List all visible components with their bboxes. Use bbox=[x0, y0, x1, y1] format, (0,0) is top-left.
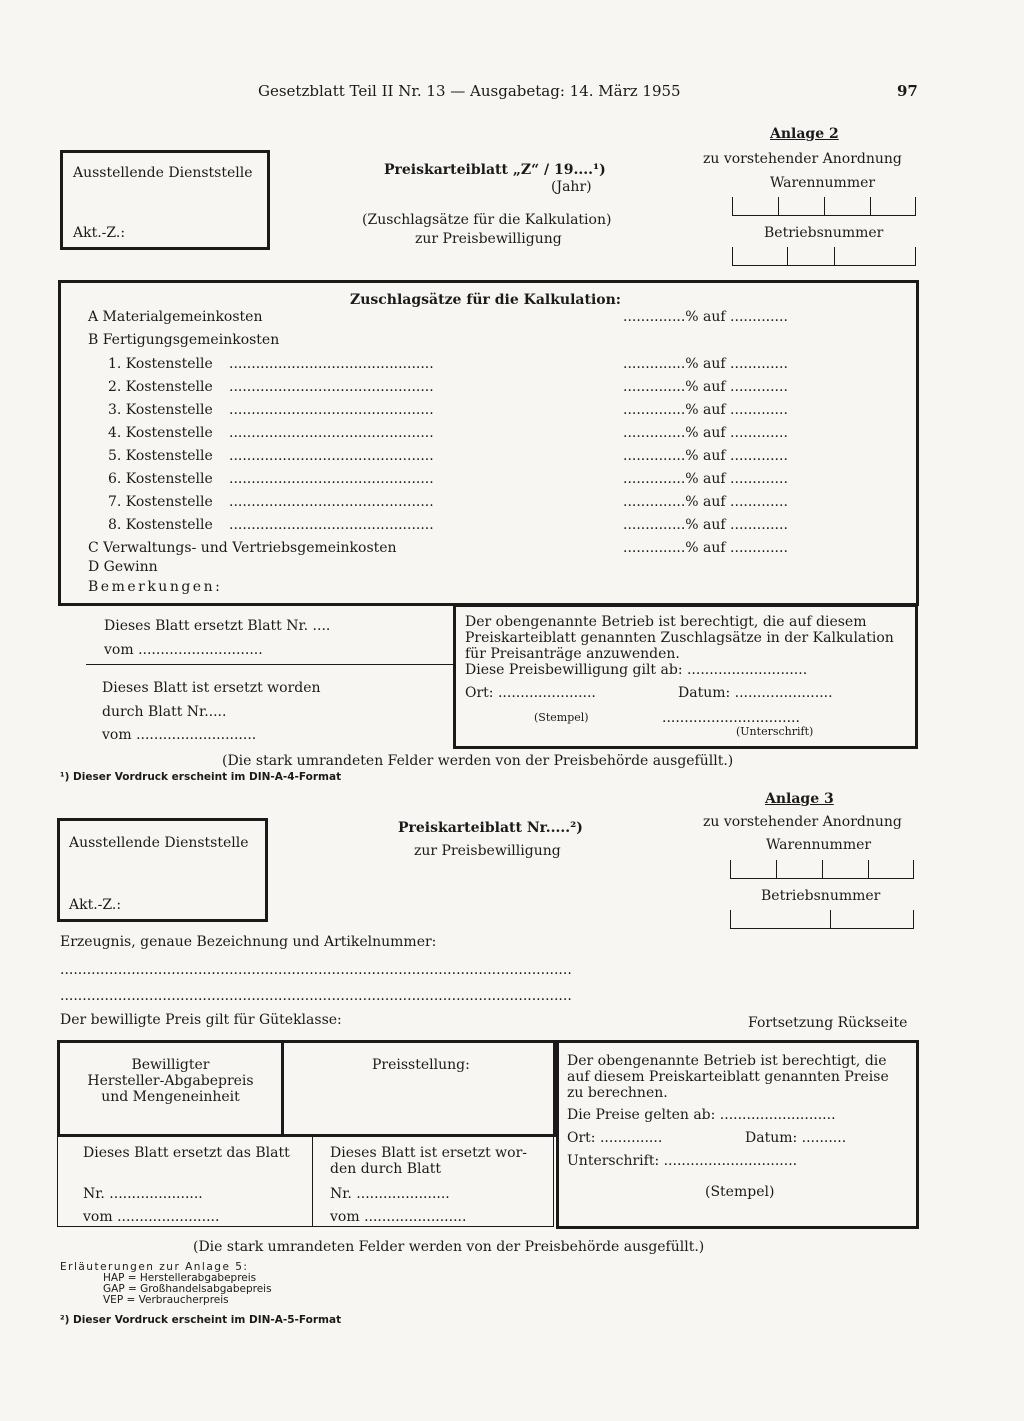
product-description-label: Erzeugnis, genaue Bezeichnung und Artikelnummer: bbox=[60, 934, 437, 950]
explanations-title: Erläuterungen zur Anlage 5: bbox=[60, 1261, 249, 1273]
replaced-by-number-3: Nr. ..................... bbox=[330, 1186, 450, 1202]
prices-valid-from: Die Preise gelten ab: .......................... bbox=[567, 1107, 836, 1123]
surcharge-row-dots: .............................................. bbox=[229, 379, 434, 395]
annex-label: Anlage 2 bbox=[770, 126, 839, 142]
replaced-by-3-2: den durch Blatt bbox=[330, 1161, 442, 1177]
remarks-label: Bemerkungen: bbox=[88, 579, 223, 595]
replaces-number-3: Nr. ..................... bbox=[83, 1186, 203, 1202]
goods-number-label: Warennummer bbox=[770, 175, 876, 191]
surcharge-row-rate: ..............% auf ............. bbox=[623, 494, 788, 510]
replaced-by-date: vom ........................... bbox=[102, 727, 257, 743]
surcharge-row-label: D Gewinn bbox=[88, 559, 158, 575]
replaced-by-text-1: Dieses Blatt ist ersetzt worden bbox=[102, 680, 321, 696]
goods-number-cells bbox=[732, 197, 916, 216]
annex-3-label: Anlage 3 bbox=[765, 791, 834, 807]
surcharge-row-dots: .............................................. bbox=[229, 402, 434, 418]
surcharge-row-rate: ..............% auf ............. bbox=[623, 402, 788, 418]
annex-ref: zu vorstehender Anordnung bbox=[703, 151, 902, 167]
form-subtitle-2: zur Preisbewilligung bbox=[415, 231, 562, 247]
surcharge-row-label: C Verwaltungs- und Vertriebsgemeinkosten bbox=[88, 540, 397, 556]
surcharge-row-rate: ..............% auf ............. bbox=[623, 471, 788, 487]
company-number-cells bbox=[732, 247, 916, 266]
surcharge-table-title: Zuschlagsätze für die Kalkulation: bbox=[350, 292, 621, 308]
replacement-rule bbox=[86, 664, 454, 665]
authorization-text-2: Preiskarteiblatt genannten Zuschlagsätze in der Kalkulation bbox=[465, 630, 894, 646]
authorization-3-text-1: Der obengenannte Betrieb ist berechtigt, die bbox=[567, 1053, 887, 1069]
explanation-vep: VEP = Verbraucherpreis bbox=[103, 1294, 229, 1306]
running-header: Gesetzblatt Teil II Nr. 13 — Ausgabetag: 14. März 1955 bbox=[258, 82, 681, 100]
surcharge-row-rate: ..............% auf ............. bbox=[623, 448, 788, 464]
authority-note-3: (Die stark umrandeten Felder werden von der Preisbehörde ausgefüllt.) bbox=[193, 1239, 705, 1255]
annex-3-ref: zu vorstehender Anordnung bbox=[703, 814, 902, 830]
approved-price-label-1: Bewilligter bbox=[131, 1057, 210, 1073]
signature-label: (Unterschrift) bbox=[736, 725, 814, 738]
surcharge-row-rate: ..............% auf ............. bbox=[623, 356, 788, 372]
page-number: 97 bbox=[897, 82, 918, 100]
price-condition-box bbox=[278, 1040, 556, 1137]
date-field-3: Datum: .......... bbox=[745, 1130, 847, 1146]
replaces-date-text: vom ............................ bbox=[104, 642, 263, 658]
surcharge-row-label: 7. Kostenstelle bbox=[108, 494, 213, 510]
file-reference-label-3: Akt.-Z.: bbox=[69, 897, 122, 913]
issuing-office-box-3 bbox=[57, 818, 268, 922]
file-reference-label: Akt.-Z.: bbox=[73, 225, 126, 241]
surcharge-row-label: 3. Kostenstelle bbox=[108, 402, 213, 418]
surcharge-row-dots: .............................................. bbox=[229, 517, 434, 533]
replaced-by-box bbox=[312, 1134, 554, 1227]
authorization-text-3: für Preisanträge anzuwenden. bbox=[465, 646, 680, 662]
authorization-box-3 bbox=[556, 1040, 919, 1229]
replaces-date-3: vom ....................... bbox=[83, 1209, 220, 1225]
surcharge-row-label: A Materialgemeinkosten bbox=[88, 309, 263, 325]
authorization-text-1: Der obengenannte Betrieb ist berechtigt, die auf diesem bbox=[465, 614, 867, 630]
issuing-office-label: Ausstellende Dienststelle bbox=[73, 165, 253, 181]
surcharge-row-rate: ..............% auf ............. bbox=[623, 425, 788, 441]
footnote-1: ¹) Dieser Vordruck erscheint im DIN-A-4-Format bbox=[60, 771, 342, 783]
surcharge-row-label: 4. Kostenstelle bbox=[108, 425, 213, 441]
goods-number-cells-3 bbox=[730, 860, 914, 879]
surcharge-table bbox=[58, 280, 919, 606]
company-number-label-3: Betriebsnummer bbox=[761, 888, 881, 904]
date-field: Datum: ...................... bbox=[678, 685, 833, 701]
authorization-box bbox=[453, 604, 918, 749]
authority-note-2: (Die stark umrandeten Felder werden von der Preisbehörde ausgefüllt.) bbox=[222, 753, 734, 769]
surcharge-row-dots: .............................................. bbox=[229, 356, 434, 372]
company-number-cells-3 bbox=[730, 910, 914, 929]
authorization-3-text-2: auf diesem Preiskarteiblatt genannten Preise bbox=[567, 1069, 889, 1085]
signature-field-3: Unterschrift: .............................. bbox=[567, 1153, 798, 1169]
goods-number-label-3: Warennummer bbox=[766, 837, 872, 853]
surcharge-row-label: 1. Kostenstelle bbox=[108, 356, 213, 372]
quality-class-label: Der bewilligte Preis gilt für Güteklasse: bbox=[60, 1012, 342, 1028]
replaces-sheet-3: Dieses Blatt ersetzt das Blatt bbox=[83, 1145, 290, 1161]
issuing-office-box bbox=[60, 150, 270, 250]
surcharge-row-label: 2. Kostenstelle bbox=[108, 379, 213, 395]
explanation-hap: HAP = Herstellerabgabepreis bbox=[103, 1272, 257, 1284]
approved-price-label-2: Hersteller-Abgabepreis bbox=[87, 1073, 254, 1089]
form-title-3: Preiskarteiblatt Nr.....²) bbox=[398, 820, 583, 836]
surcharge-row-rate: ..............% auf ............. bbox=[623, 309, 788, 325]
price-condition-label: Preisstellung: bbox=[372, 1057, 470, 1073]
company-number-label: Betriebsnummer bbox=[764, 225, 884, 241]
surcharge-row-dots: .............................................. bbox=[229, 471, 434, 487]
surcharge-row-label: 5. Kostenstelle bbox=[108, 448, 213, 464]
surcharge-row-dots: .............................................. bbox=[229, 494, 434, 510]
replaces-sheet-text: Dieses Blatt ersetzt Blatt Nr. .... bbox=[104, 618, 331, 634]
replaced-by-text-2: durch Blatt Nr..... bbox=[102, 704, 227, 720]
surcharge-row-rate: ..............% auf ............. bbox=[623, 540, 788, 556]
surcharge-row-label: 8. Kostenstelle bbox=[108, 517, 213, 533]
issuing-office-label-3: Ausstellende Dienststelle bbox=[69, 835, 249, 851]
signature-dots: ............................... bbox=[662, 710, 800, 726]
year-label: (Jahr) bbox=[551, 179, 592, 195]
replaced-by-date-3: vom ....................... bbox=[330, 1209, 467, 1225]
form-subtitle-1: (Zuschlagsätze für die Kalkulation) bbox=[362, 212, 612, 228]
form-title: Preiskarteiblatt „Z“ / 19....¹) bbox=[384, 162, 606, 178]
replaces-box bbox=[57, 1134, 313, 1227]
explanation-gap: GAP = Großhandelsabgabepreis bbox=[103, 1283, 272, 1295]
surcharge-row-label: 6. Kostenstelle bbox=[108, 471, 213, 487]
product-dotline-2: ................................................................................................................... bbox=[60, 989, 572, 1003]
price-box bbox=[57, 1040, 284, 1137]
surcharge-row-dots: .............................................. bbox=[229, 425, 434, 441]
valid-from-text: Diese Preisbewilligung gilt ab: ........................... bbox=[465, 662, 808, 678]
surcharge-row-rate: ..............% auf ............. bbox=[623, 379, 788, 395]
stamp-label-3: (Stempel) bbox=[705, 1184, 775, 1200]
product-dotline-1: ................................................................................................................... bbox=[60, 963, 572, 977]
place-field: Ort: ...................... bbox=[465, 685, 596, 701]
place-field-3: Ort: .............. bbox=[567, 1130, 663, 1146]
surcharge-row-dots: .............................................. bbox=[229, 448, 434, 464]
replaced-by-3-1: Dieses Blatt ist ersetzt wor- bbox=[330, 1145, 528, 1161]
approved-price-label-3: und Mengeneinheit bbox=[101, 1089, 240, 1105]
authorization-3-text-3: zu berechnen. bbox=[567, 1085, 668, 1101]
stamp-label: (Stempel) bbox=[534, 711, 589, 724]
continued-overleaf: Fortsetzung Rückseite bbox=[748, 1015, 908, 1031]
footnote-2: ²) Dieser Vordruck erscheint im DIN-A-5-Format bbox=[60, 1314, 342, 1326]
surcharge-row-label: B Fertigungsgemeinkosten bbox=[88, 332, 280, 348]
form-subtitle-3: zur Preisbewilligung bbox=[414, 843, 561, 859]
surcharge-row-rate: ..............% auf ............. bbox=[623, 517, 788, 533]
